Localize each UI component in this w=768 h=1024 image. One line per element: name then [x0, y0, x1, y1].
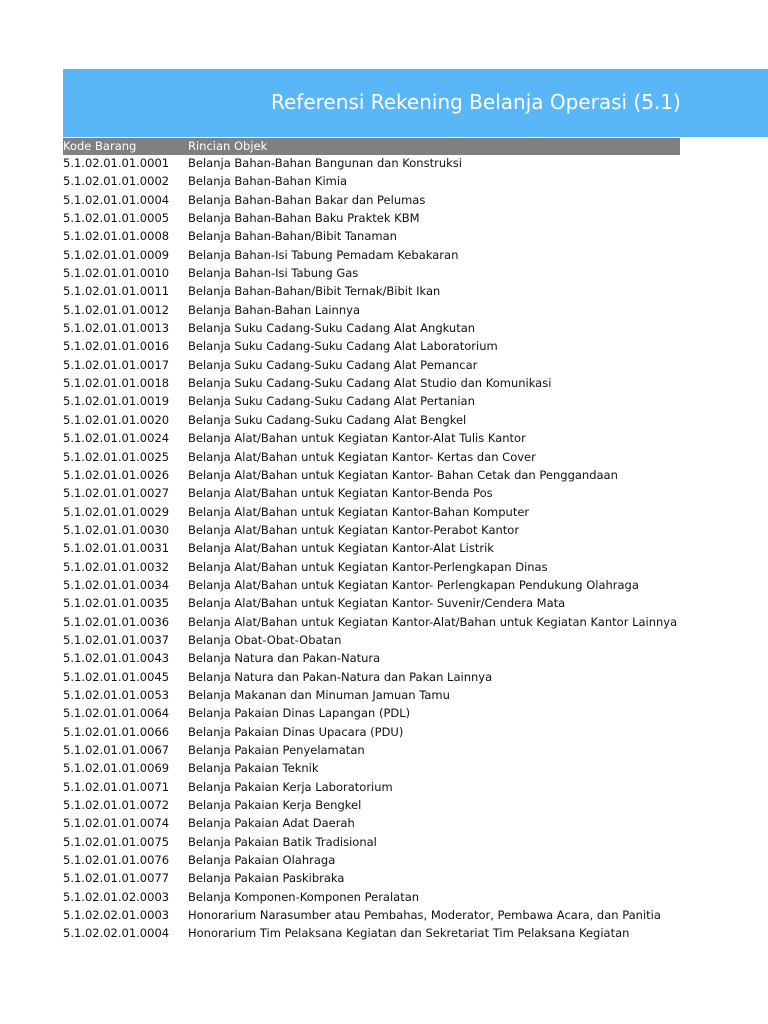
- table-row: [63, 154, 743, 172]
- table-row: [63, 172, 743, 190]
- kode-barang-cell: 5.1.02.01.01.0027: [63, 486, 170, 501]
- kode-barang-cell: 5.1.02.02.01.0004: [63, 926, 170, 941]
- rincian-objek-cell: Belanja Alat/Bahan untuk Kegiatan Kantor-Benda Pos: [188, 486, 493, 501]
- rincian-objek-cell: Belanja Suku Cadang-Suku Cadang Alat Angkutan: [188, 321, 476, 336]
- rincian-objek-cell: Belanja Makanan dan Minuman Jamuan Tamu: [188, 687, 450, 702]
- rincian-objek-cell: Belanja Bahan-Isi Tabung Pemadam Kebakaran: [188, 247, 459, 262]
- header-kode-barang: Kode Barang: [63, 139, 137, 153]
- kode-barang-cell: 5.1.02.02.01.0003: [63, 908, 170, 923]
- rincian-objek-cell: Belanja Alat/Bahan untuk Kegiatan Kantor- Kertas dan Cover: [188, 449, 536, 464]
- table-row: [63, 869, 743, 887]
- rincian-objek-cell: Belanja Alat/Bahan untuk Kegiatan Kantor- Bahan Cetak dan Penggandaan: [188, 467, 618, 482]
- kode-barang-cell: 5.1.02.01.01.0009: [63, 247, 170, 262]
- kode-barang-cell: 5.1.02.01.01.0013: [63, 321, 170, 336]
- rincian-objek-cell: Belanja Bahan-Isi Tabung Gas: [188, 266, 359, 281]
- rincian-objek-cell: Belanja Alat/Bahan untuk Kegiatan Kantor- Suvenir/Cendera Mata: [188, 596, 566, 611]
- table-row: [63, 723, 743, 741]
- kode-barang-cell: 5.1.02.01.01.0067: [63, 743, 170, 757]
- kode-barang-cell: 5.1.02.01.01.0011: [63, 284, 170, 299]
- table-row: [63, 686, 743, 704]
- rincian-objek-cell: Honorarium Tim Pelaksana Kegiatan dan Sekretariat Tim Pelaksana Kegiatan: [188, 926, 630, 941]
- kode-barang-cell: 5.1.02.01.01.0034: [63, 577, 170, 592]
- kode-barang-cell: 5.1.02.01.01.0026: [63, 467, 170, 482]
- table-row: [63, 796, 743, 814]
- rincian-objek-cell: Belanja Pakaian Batik Tradisional: [188, 834, 377, 849]
- kode-barang-cell: 5.1.02.01.01.0071: [63, 779, 170, 794]
- kode-barang-cell: 5.1.02.01.01.0053: [63, 687, 170, 702]
- table-row: [63, 631, 743, 649]
- kode-barang-cell: 5.1.02.01.01.0045: [63, 669, 170, 684]
- rincian-objek-cell: Belanja Pakaian Penyelamatan: [188, 743, 365, 757]
- kode-barang-cell: 5.1.02.01.01.0010: [63, 266, 170, 281]
- table-row: [63, 337, 743, 355]
- kode-barang-cell: 5.1.02.01.01.0004: [63, 192, 170, 207]
- table-row: [63, 301, 743, 319]
- table-row: [63, 246, 743, 264]
- kode-barang-cell: 5.1.02.01.01.0016: [63, 339, 170, 354]
- rincian-objek-cell: Belanja Bahan-Bahan Kimia: [188, 174, 348, 189]
- kode-barang-cell: 5.1.02.01.01.0035: [63, 596, 170, 611]
- rincian-objek-cell: Belanja Alat/Bahan untuk Kegiatan Kantor-Perlengkapan Dinas: [188, 559, 548, 574]
- kode-barang-cell: 5.1.02.01.01.0064: [63, 706, 170, 721]
- table-row: [63, 833, 743, 851]
- table-body: [63, 154, 743, 943]
- rincian-objek-cell: Belanja Bahan-Bahan Bangunan dan Konstruksi: [188, 156, 462, 170]
- rincian-objek-cell: Belanja Natura dan Pakan-Natura dan Pakan Lainnya: [188, 669, 493, 684]
- rincian-objek-cell: Belanja Pakaian Dinas Lapangan (PDL): [188, 706, 411, 721]
- table-row: [63, 906, 743, 924]
- rincian-objek-cell: Belanja Pakaian Paskibraka: [188, 871, 345, 886]
- kode-barang-cell: 5.1.02.01.01.0002: [63, 174, 170, 189]
- table-row: [63, 814, 743, 832]
- rincian-objek-cell: Belanja Pakaian Teknik: [188, 761, 319, 776]
- table-row: [63, 264, 743, 282]
- table-row: [63, 851, 743, 869]
- table-row: [63, 356, 743, 374]
- table-row: [63, 411, 743, 429]
- kode-barang-cell: 5.1.02.01.01.0008: [63, 229, 170, 244]
- rincian-objek-cell: Belanja Pakaian Dinas Upacara (PDU): [188, 724, 404, 739]
- rincian-objek-cell: Belanja Pakaian Kerja Laboratorium: [188, 779, 393, 794]
- table-header: [63, 138, 680, 155]
- rincian-objek-cell: Belanja Alat/Bahan untuk Kegiatan Kantor-Alat Tulis Kantor: [188, 431, 526, 446]
- table-row: [63, 668, 743, 686]
- rincian-objek-cell: Belanja Suku Cadang-Suku Cadang Alat Bengkel: [188, 412, 467, 427]
- title-banner: [63, 69, 768, 137]
- kode-barang-cell: 5.1.02.01.01.0077: [63, 871, 170, 886]
- rincian-objek-cell: Belanja Suku Cadang-Suku Cadang Alat Laboratorium: [188, 339, 498, 354]
- rincian-objek-cell: Belanja Suku Cadang-Suku Cadang Alat Pemancar: [188, 357, 478, 372]
- rincian-objek-cell: Belanja Bahan-Bahan Bakar dan Pelumas: [188, 192, 426, 207]
- kode-barang-cell: 5.1.02.01.01.0019: [63, 394, 170, 409]
- table-row: [63, 888, 743, 906]
- kode-barang-cell: 5.1.02.01.01.0043: [63, 651, 170, 666]
- rincian-objek-cell: Belanja Obat-Obat-Obatan: [188, 632, 342, 647]
- table-row: [63, 759, 743, 777]
- table-row: [63, 576, 743, 594]
- kode-barang-cell: 5.1.02.01.01.0069: [63, 761, 170, 776]
- kode-barang-cell: 5.1.02.01.01.0012: [63, 302, 170, 317]
- kode-barang-cell: 5.1.02.01.01.0025: [63, 449, 170, 464]
- table-row: [63, 924, 743, 942]
- kode-barang-cell: 5.1.02.01.01.0029: [63, 504, 170, 519]
- table-row: [63, 319, 743, 337]
- kode-barang-cell: 5.1.02.01.01.0072: [63, 798, 170, 813]
- table-row: [63, 704, 743, 722]
- rincian-objek-cell: Belanja Alat/Bahan untuk Kegiatan Kantor-Perabot Kantor: [188, 522, 520, 537]
- rincian-objek-cell: Belanja Alat/Bahan untuk Kegiatan Kantor- Perlengkapan Pendukung Olahraga: [188, 577, 639, 592]
- table-row: [63, 448, 743, 466]
- kode-barang-cell: 5.1.02.01.01.0066: [63, 724, 170, 739]
- rincian-objek-cell: Belanja Bahan-Bahan/Bibit Ternak/Bibit Ikan: [188, 284, 441, 299]
- header-rincian-objek: Rincian Objek: [188, 139, 268, 153]
- table-row: [63, 649, 743, 667]
- rincian-objek-cell: Honorarium Narasumber atau Pembahas, Moderator, Pembawa Acara, dan Panitia: [188, 908, 661, 923]
- table-row: [63, 503, 743, 521]
- rincian-objek-cell: Belanja Komponen-Komponen Peralatan: [188, 889, 420, 904]
- kode-barang-cell: 5.1.02.01.01.0032: [63, 559, 170, 574]
- rincian-objek-cell: Belanja Bahan-Bahan/Bibit Tanaman: [188, 229, 397, 244]
- table-row: [63, 539, 743, 557]
- table-row: [63, 209, 743, 227]
- kode-barang-cell: 5.1.02.01.01.0031: [63, 541, 170, 556]
- table-row: [63, 521, 743, 539]
- table-row: [63, 282, 743, 300]
- kode-barang-cell: 5.1.02.01.01.0036: [63, 614, 170, 629]
- kode-barang-cell: 5.1.02.01.01.0075: [63, 834, 170, 849]
- kode-barang-cell: 5.1.02.01.01.0030: [63, 522, 170, 537]
- table-row: [63, 374, 743, 392]
- kode-barang-cell: 5.1.02.01.01.0024: [63, 431, 170, 446]
- rincian-objek-cell: Belanja Alat/Bahan untuk Kegiatan Kantor-Bahan Komputer: [188, 504, 530, 519]
- kode-barang-cell: 5.1.02.01.01.0018: [63, 376, 170, 391]
- table-row: [63, 741, 743, 759]
- table-row: [63, 558, 743, 576]
- table-row: [63, 466, 743, 484]
- table-row: [63, 191, 743, 209]
- table-row: [63, 392, 743, 410]
- kode-barang-cell: 5.1.02.01.01.0076: [63, 853, 170, 868]
- kode-barang-cell: 5.1.02.01.01.0020: [63, 412, 170, 427]
- table-row: [63, 778, 743, 796]
- kode-barang-cell: 5.1.02.01.01.0074: [63, 816, 170, 831]
- page-title: Referensi Rekening Belanja Operasi (5.1): [271, 90, 681, 114]
- rincian-objek-cell: Belanja Alat/Bahan untuk Kegiatan Kantor-Alat Listrik: [188, 541, 494, 556]
- table-row: [63, 484, 743, 502]
- kode-barang-cell: 5.1.02.01.01.0005: [63, 211, 170, 226]
- rincian-objek-cell: Belanja Alat/Bahan untuk Kegiatan Kantor-Alat/Bahan untuk Kegiatan Kantor Lainnya: [188, 614, 678, 629]
- rincian-objek-cell: Belanja Pakaian Kerja Bengkel: [188, 798, 362, 813]
- rincian-objek-cell: Belanja Bahan-Bahan Lainnya: [188, 302, 360, 317]
- rincian-objek-cell: Belanja Pakaian Olahraga: [188, 853, 336, 868]
- rincian-objek-cell: Belanja Bahan-Bahan Baku Praktek KBM: [188, 211, 420, 226]
- rincian-objek-cell: Belanja Natura dan Pakan-Natura: [188, 651, 381, 666]
- table-row: [63, 227, 743, 245]
- rincian-objek-cell: Belanja Suku Cadang-Suku Cadang Alat Pertanian: [188, 394, 475, 409]
- table-row: [63, 594, 743, 612]
- kode-barang-cell: 5.1.02.01.01.0017: [63, 357, 170, 372]
- table-row: [63, 613, 743, 631]
- kode-barang-cell: 5.1.02.01.02.0003: [63, 889, 170, 904]
- table-row: [63, 429, 743, 447]
- rincian-objek-cell: Belanja Suku Cadang-Suku Cadang Alat Studio dan Komunikasi: [188, 376, 552, 391]
- rincian-objek-cell: Belanja Pakaian Adat Daerah: [188, 816, 355, 831]
- kode-barang-cell: 5.1.02.01.01.0037: [63, 632, 170, 647]
- kode-barang-cell: 5.1.02.01.01.0001: [63, 156, 170, 170]
